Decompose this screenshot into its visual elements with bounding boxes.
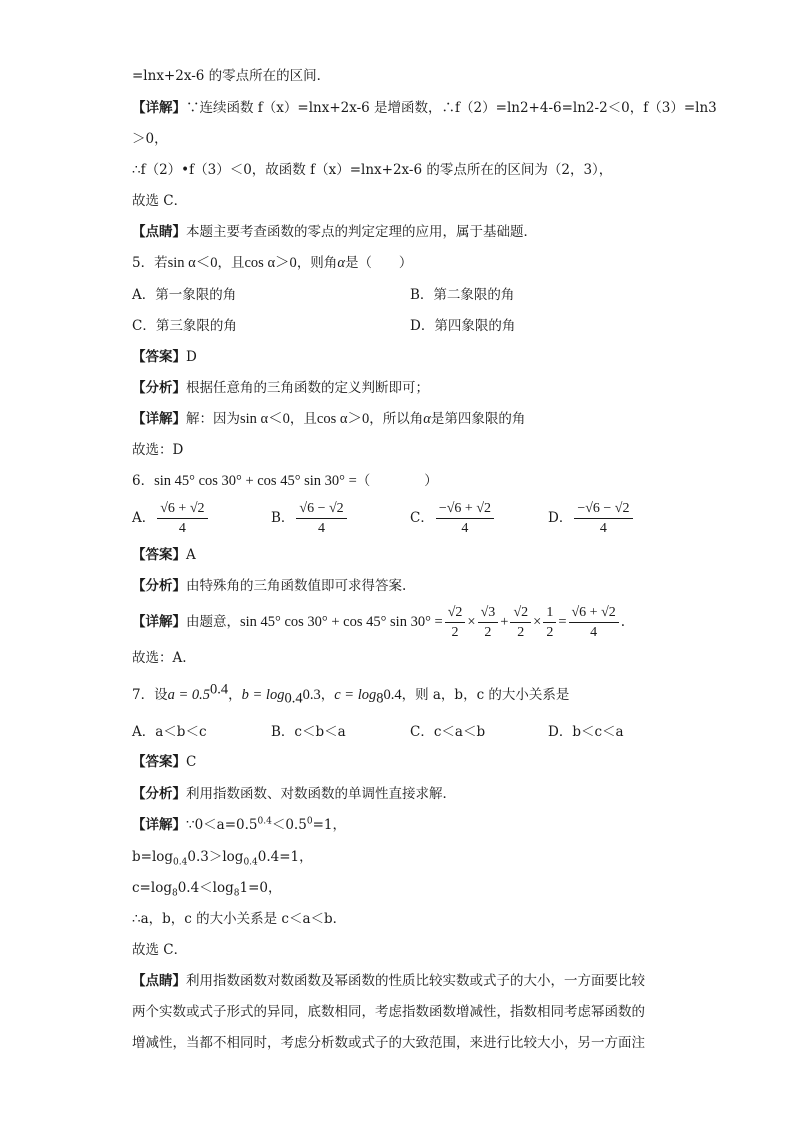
detail-line	[132, 409, 525, 429]
answer-line	[132, 545, 196, 565]
analysis-line	[132, 784, 456, 804]
option-label: C．	[410, 510, 434, 526]
text: A	[186, 547, 196, 563]
math: sin α＜0	[167, 255, 218, 271]
option-b: B．c＜b＜a	[271, 724, 346, 740]
text: 7．设	[132, 687, 168, 703]
math: b = log	[241, 687, 285, 703]
text: 0.4	[243, 857, 258, 868]
answer-tag: 【答案】	[132, 349, 186, 365]
text: 由特殊角的三角函数值即可求得答案.	[186, 578, 407, 594]
text: ，所以角	[369, 411, 424, 427]
math: 8	[376, 690, 384, 707]
text: c=log	[132, 880, 172, 896]
text: 利用指数函数对数函数及幂函数的性质比较实数或式子的大小，一方面要比较	[186, 973, 645, 989]
text-line: 增减性，当都不相同时，考虑分析数或式子的大致范围，来进行比较大小，另一方面注	[132, 1035, 645, 1051]
denominator: 2	[451, 625, 459, 640]
denominator: 4	[461, 521, 469, 536]
text-line: 故选：D	[132, 442, 184, 458]
analysis-line	[132, 576, 406, 596]
denominator: 2	[484, 625, 492, 640]
text: b=log	[132, 849, 174, 865]
fraction	[510, 604, 531, 641]
text-line: 故选 C．	[132, 193, 188, 209]
detail-tag: 【详解】	[132, 411, 186, 427]
numerator: √6 + √2	[157, 500, 207, 519]
fraction	[478, 604, 499, 641]
text: 8	[171, 888, 178, 899]
text: 5．若	[132, 255, 168, 271]
math: 0.4	[210, 681, 229, 698]
text: ，则 a，b，c 的大小关系是	[401, 687, 570, 703]
text: ，且	[289, 411, 317, 427]
fraction	[569, 604, 619, 641]
detail-tag: 【详解】	[132, 100, 186, 116]
text: 1=0，	[239, 880, 282, 896]
denominator: 2	[546, 625, 554, 640]
text: 0	[306, 816, 313, 827]
text: ＜0.5	[271, 817, 307, 833]
fraction	[445, 604, 466, 641]
text: D	[186, 349, 197, 365]
analysis-tag: 【分析】	[132, 578, 186, 594]
option-b: B．第二象限的角	[410, 287, 515, 303]
option-c	[410, 500, 496, 537]
numerator: 1	[543, 604, 556, 623]
text: 8	[233, 888, 240, 899]
option-label: D．	[548, 510, 573, 526]
text-line: ＞0，	[132, 131, 168, 147]
question-5	[132, 253, 412, 273]
detail-line	[132, 815, 346, 835]
option-a: A．第一象限的角	[132, 287, 237, 303]
tip-tag: 【点睛】	[132, 224, 186, 240]
answer-line	[132, 752, 196, 772]
math: 0.4	[284, 690, 303, 707]
math: α	[423, 411, 431, 427]
text: ，则角	[296, 255, 338, 271]
math: sin α＜0	[240, 411, 290, 427]
detail-line: 【详解】由题意，sin 45° cos 30° + cos 45° sin 30° = $\frac{√2}{2}$ × $\frac{√3}{2}$ + $\frac{√2}{2}$ × $\frac{1}{2}$ = $\frac{√6 + √2}{4}$ .	[132, 605, 626, 640]
numerator: −√6 − √2	[574, 500, 632, 519]
text: ，且	[217, 255, 245, 271]
answer-line	[132, 347, 197, 367]
tip-tag: 【点睛】	[132, 973, 186, 989]
math: 0.4	[383, 687, 402, 703]
text-line: 故选：A.	[132, 650, 187, 666]
detail-line	[132, 98, 717, 118]
text: 0.4=1，	[257, 849, 313, 865]
detail-tag: 【详解】	[132, 817, 186, 833]
text: 是第四象限的角	[430, 411, 526, 427]
option-c: C．第三象限的角	[132, 318, 237, 334]
text-line: =lnx+2x-6 的零点所在的区间．	[132, 68, 331, 84]
tip-line	[132, 222, 537, 242]
text: 利用指数函数、对数函数的单调性直接求解．	[186, 786, 456, 802]
text-line	[132, 847, 313, 867]
text: ∵连续函数 f（x）=lnx+2x-6 是增函数，∴f（2）=ln2+4-6=ln2-2＜0，f（3）=ln3	[186, 100, 717, 116]
option-a	[132, 500, 210, 537]
option-d: D．b＜c＜a	[548, 724, 624, 740]
numerator: √6 + √2	[569, 604, 619, 623]
text: C	[186, 754, 197, 770]
detail-tag: 【详解】	[132, 614, 186, 630]
math: α	[337, 255, 345, 271]
question-6	[132, 471, 438, 491]
math: sin 45° cos 30° + cos 45° sin 30° =	[154, 473, 357, 489]
numerator: √2	[510, 604, 531, 623]
denominator: 4	[318, 521, 326, 536]
numerator: √3	[478, 604, 499, 623]
math: a = 0.5	[167, 687, 211, 703]
option-d: D．第四象限的角	[410, 318, 516, 334]
math: 0.3	[302, 687, 321, 703]
fraction	[157, 500, 207, 537]
text: 解：因为	[186, 411, 240, 427]
text: 是（ ）	[344, 255, 413, 271]
question-7: 7．设$a = 0.5^{0.4}$，$b = \log_{0.4}0.3$，$c = \log_80.4$，则 a，b，c 的大小关系是	[132, 681, 570, 707]
option-label: A．	[132, 510, 156, 526]
denominator: 2	[517, 625, 525, 640]
denominator: 4	[599, 521, 607, 536]
tip-line	[132, 971, 645, 991]
text: 0.4	[173, 857, 188, 868]
analysis-tag: 【分析】	[132, 380, 186, 396]
option-c: C．c＜a＜b	[410, 724, 486, 740]
math: c = log	[334, 687, 377, 703]
text-line	[132, 878, 282, 898]
numerator: √2	[445, 604, 466, 623]
text-line: 两个实数或式子形式的异同，底数相同，考虑指数函数增减性，指数相同考虑幂函数的	[132, 1004, 645, 1020]
text-line: ∴f（2）•f（3）＜0，故函数 f（x）=lnx+2x-6 的零点所在的区间为（2，3），	[132, 162, 613, 178]
option-label: B．	[271, 510, 295, 526]
numerator: √6 − √2	[296, 500, 346, 519]
math: cos α＞0	[316, 411, 370, 427]
fraction	[543, 604, 556, 641]
answer-tag: 【答案】	[132, 547, 186, 563]
fraction	[296, 500, 346, 537]
fraction	[574, 500, 632, 537]
text: =1，	[312, 817, 346, 833]
analysis-line	[132, 378, 429, 398]
numerator: −√6 + √2	[436, 500, 494, 519]
fraction	[436, 500, 494, 537]
text: 根据任意角的三角函数的定义判断即可；	[186, 380, 429, 396]
option-b	[271, 500, 349, 537]
text: 本题主要考查函数的零点的判定定理的应用，属于基础题．	[186, 224, 537, 240]
text: 0.4＜log	[177, 880, 234, 896]
text-line: ∴a，b，c 的大小关系是 c＜a＜b．	[132, 911, 347, 927]
text-line: 故选 C．	[132, 942, 188, 958]
text: 由题意，	[186, 614, 240, 630]
text: 0.3＞log	[187, 849, 244, 865]
answer-tag: 【答案】	[132, 754, 186, 770]
option-d	[548, 500, 635, 537]
denominator: 4	[178, 521, 186, 536]
text: 6．	[132, 473, 155, 489]
math: sin 45° cos 30° + cos 45° sin 30° =	[240, 614, 443, 630]
analysis-tag: 【分析】	[132, 786, 186, 802]
text: ∵0＜a=0.5	[186, 817, 258, 833]
denominator: 4	[590, 625, 598, 640]
math: cos α＞0	[244, 255, 297, 271]
option-a: A．a＜b＜c	[132, 724, 207, 740]
text: （ ）	[356, 473, 438, 489]
text: 0.4	[257, 816, 272, 827]
